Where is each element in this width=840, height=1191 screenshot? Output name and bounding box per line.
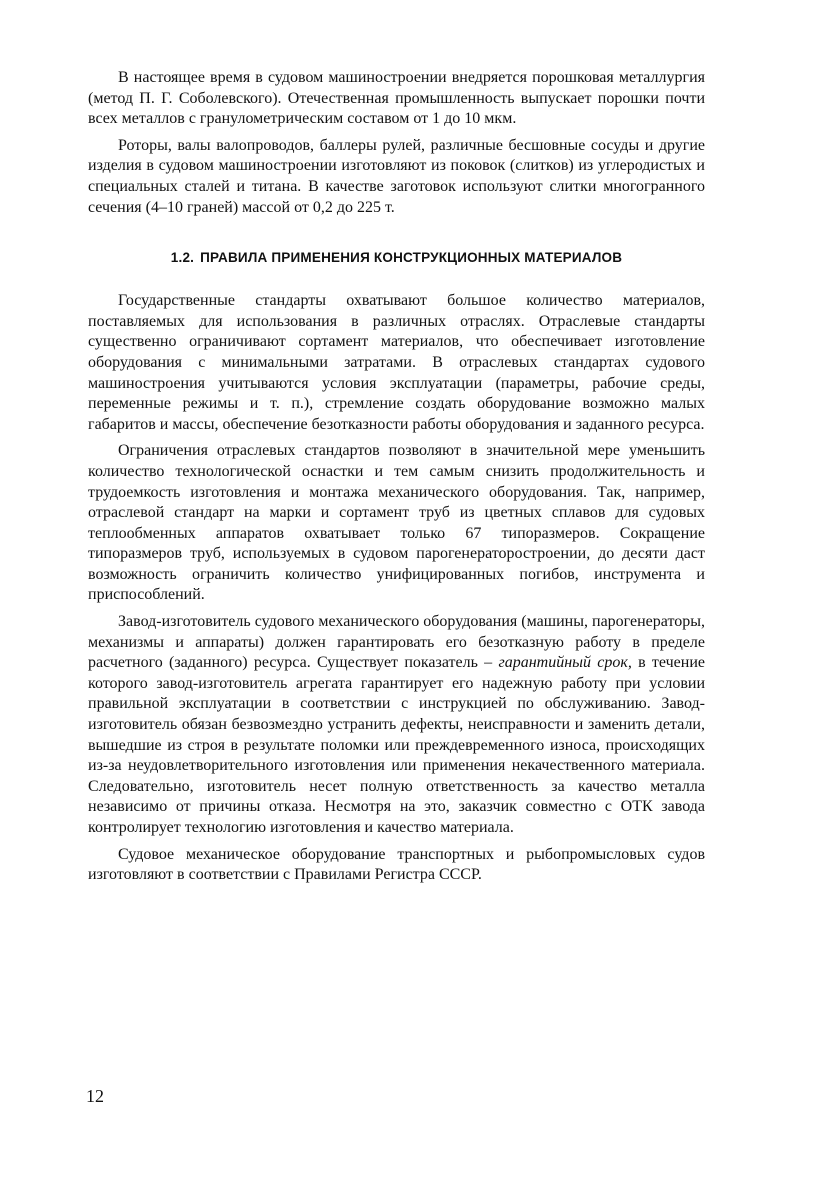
- page-number: 12: [86, 1086, 104, 1106]
- paragraph-state-standards: Государственные стандарты охватывают большое количество материалов, поставляемых для использования в различных отраслях. Отраслевые стандарты существенно ограничивают сортамент материалов, что обеспечивает изготовление оборудования с минимальными затратами. В отраслевых стандартах судового машиностроения учитываются условия эксплуатации (параметры, рабочие среды, переменные режимы и т. п.), стремление создать оборудование возможно малых габаритов и массы, обеспечение безотказности работы оборудования и заданного ресурса.: [88, 292, 705, 433]
- paragraph-forgings: Роторы, валы валопроводов, баллеры рулей, различные бесшовные сосуды и другие изделия в судовом машиностроении изготовляют из поковок (слитков) из углеродистых и специальных сталей и титана. В качестве заготовок используют слитки многогранного сечения (4–10 граней) массой от 0,2 до 225 т.: [88, 136, 705, 216]
- section-number: 1.2.: [170, 250, 195, 266]
- paragraph-warranty: [88, 612, 705, 839]
- section-title: ПРАВИЛА ПРИМЕНЕНИЯ КОНСТРУКЦИОННЫХ МАТЕРИАЛОВ: [200, 250, 623, 266]
- paragraph-powder-metallurgy: В настоящее время в судовом машиностроении внедряется порошковая металлургия (метод П. Г. Соболевского). Отечественная промышленность выпускает порошки почти всех металлов с гранулометрическим составом от 1 до 10 мкм.: [88, 69, 705, 128]
- warranty-text-before: Завод-изготовитель судового механического оборудования (машины, парогенераторы, механизмы и аппараты) должен гарантировать его безотказную работу в пределе расчетного (заданного) ресурса. Существует показатель –: [88, 613, 705, 672]
- document-page: [88, 68, 705, 892]
- paragraph-standard-limits: Ограничения отраслевых стандартов позволяют в значительной мере уменьшить количество технологической оснастки и тем самым снизить продолжительность и трудоемкость изготовления и монтажа механического оборудования. Так, например, отраслевой стандарт на марки и сортамент труб из цветных сплавов для судовых теплообменных аппаратов охватывает только 67 типоразмеров. Сокращение типоразмеров труб, используемых в судовом парогенераторостроении, до десяти даст возможность ограничить количество унифицированных погибов, инструмента и приспособлений.: [88, 442, 705, 604]
- section-heading: [88, 250, 705, 265]
- warranty-text-after: в течение которого завод-изготовитель агрегата гарантирует его надежную работу при условии правильной эксплуатации в соответствии с инструкцией по обслуживанию. Завод-изготовитель обязан безвозмездно устранить дефекты, неисправности и заменить детали, вышедшие из строя в результате поломки или преждевременного износа, происходящих из-за неудовлетворительного изготовления или применения некачественного материала. Следовательно, изготовитель несет полную ответственность за качество металла независимо от причины отказа. Несмотря на это, заказчик совместно с ОТК завода контролирует технологию изготовления и качество материала.: [88, 654, 706, 836]
- paragraph-register-rules: Судовое механическое оборудование транспортных и рыбопромысловых судов изготовляют в соответствии с Правилами Регистра СССР.: [88, 845, 705, 884]
- warranty-term: гарантийный срок,: [498, 654, 632, 672]
